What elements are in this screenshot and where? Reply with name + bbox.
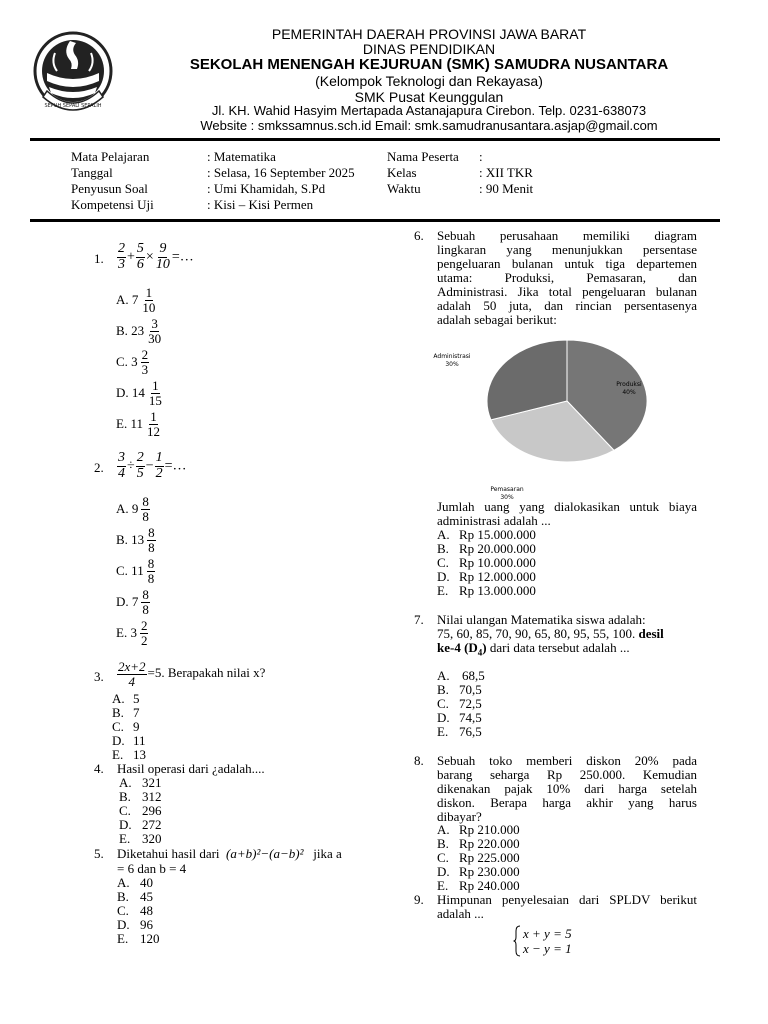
q6-number: 6. [414,228,424,243]
header-divider [30,138,720,141]
q4-option-letter[interactable]: D. [119,817,132,832]
q2-option[interactable]: E. 3 $\frac{2}{2}$ [116,618,148,648]
q2-number: 2. [94,460,104,475]
pie-value-administrasi: 30% [445,361,459,368]
q6-question: Jumlah uang yang dialokasikan untuk biaya administrasi adalah ... [437,499,697,528]
q6-option-value: Rp 15.000.000 [459,527,536,542]
q1-number: 1. [94,251,104,266]
header-line-1: PEMERINTAH DAERAH PROVINSI JAWA BARAT [271,26,587,42]
header-line-4: (Kelompok Teknologi dan Rekayasa) [315,73,543,89]
q4-option-value: 296 [142,803,162,818]
q7-text-2: 75, 60, 85, 70, 90, 65, 80, 95, 55, 100. desil [437,626,664,641]
q7-option-letter[interactable]: E. [437,724,449,739]
q5-option-letter[interactable]: B. [117,889,129,904]
q8-option-letter[interactable]: C. [437,850,449,865]
q3-option-value: 11 [133,733,146,748]
label-waktu: Waktu [387,181,421,196]
q3-number: 3. [94,669,104,684]
value-mata-pelajaran: : Matematika [207,149,276,164]
q6-option-letter[interactable]: D. [437,569,450,584]
q5-option-value: 45 [140,889,153,904]
q1-expression: $\frac{2}{3}$ + $\frac{5}{6}$ × $\frac{9}{10}$ =… [118,241,194,272]
q5-option-value: 96 [140,917,153,932]
logo-motto: SEPUH SEPALI SEPALIH [44,103,102,109]
label-kompetensi: Kompetensi Uji [71,197,154,212]
header-line-5: SMK Pusat Keunggulan [354,89,504,105]
pie-label-produksi: Produksi [616,381,642,388]
q7-number: 7. [414,612,424,627]
q5-option-value: 120 [140,931,160,946]
q7-option-value: 76,5 [459,724,482,739]
label-penyusun: Penyusun Soal [71,181,148,196]
q4-text: Hasil operasi dari ¿adalah.... [117,761,265,776]
q7-option-value: 74,5 [459,710,482,725]
value-nama-peserta: : [479,149,483,164]
q7-option-letter[interactable]: B. [437,682,449,697]
value-penyusun: : Umi Khamidah, S.Pd [207,181,326,196]
q3-option-value: 13 [133,747,146,762]
q8-option-value: Rp 230.000 [459,864,520,879]
header-address: Jl. KH. Wahid Hasyim Mertapada Astanajapura Cirebon. Telp. 0231-638073 [211,103,647,118]
q3-expression: $\frac{2x+2}{4}$ =5. Berapakah nilai x? [118,659,266,689]
q5-option-value: 48 [140,903,153,918]
pie-label-administrasi: Administrasi [433,353,471,360]
q4-number: 4. [94,761,104,776]
q6-pie-chart [428,340,698,502]
value-kompetensi: : Kisi – Kisi Permen [207,197,314,212]
header-line-2: DINAS PENDIDIKAN [362,41,496,57]
q5-number: 5. [94,846,104,861]
q3-option-value: 5 [133,691,140,706]
q5-option-value: 40 [140,875,153,890]
q6-option-value: Rp 13.000.000 [459,583,536,598]
q1-option[interactable]: E. 11 $\frac{1}{12}$ [116,409,160,439]
q7-text-3: ke-4 $(D_4)$ dari data tersebut adalah ... [437,640,630,658]
q7-option-letter[interactable]: D. [437,710,450,725]
q4-option-value: 320 [142,831,162,846]
q9-number: 9. [414,892,424,907]
q2-option[interactable]: A. 9 $\frac{8}{8}$ [116,494,149,524]
q8-option-value: Rp 225.000 [459,850,520,865]
q8-option-letter[interactable]: E. [437,878,449,893]
q4-option-value: 272 [142,817,162,832]
q9-text: Himpunan penyelesaian dari SPLDV berikut adalah ... [437,892,697,921]
q3-option-letter[interactable]: A. [112,691,125,706]
q8-option-value: Rp 210.000 [459,822,520,837]
header-school-name: SEKOLAH MENENGAH KEJURUAN (SMK) SAMUDRA NUSANTARA [189,56,669,73]
q6-option-letter[interactable]: B. [437,541,449,556]
q5-option-letter[interactable]: E. [117,931,129,946]
q1-option[interactable]: A. 7 $\frac{1}{10}$ [116,285,156,315]
value-tanggal: : Selasa, 16 September 2025 [207,165,355,180]
q2-expression: $\frac{3}{4}$ ÷ $\frac{2}{5}$ − $\frac{1}{2}$ =… [118,450,187,481]
q3-option-letter[interactable]: E. [112,747,124,762]
q3-option-letter[interactable]: C. [112,719,124,734]
value-kelas: : XII TKR [479,165,533,180]
q6-text: Sebuah perusahaan memiliki diagram lingkaran yang menunjukkan persentase pengeluaran bulanan untuk tiga departemen utama: Produksi, Pemasaran, dan Administrasi. Jika total pengeluaran bulanan adalah 50 juta, dan rincian persentasenya adalah sebagai berikut: [437,228,697,327]
q5-text: Diketahui hasil dari (a+b)²−(a−b)² jika a [117,846,342,861]
q4-option-value: 312 [142,789,162,804]
label-mata-pelajaran: Mata Pelajaran [71,149,150,164]
q1-option[interactable]: B. 23 $\frac{3}{30}$ [116,316,162,346]
q4-option-letter[interactable]: B. [119,789,131,804]
q2-option[interactable]: D. 7 $\frac{8}{8}$ [116,587,149,617]
info-divider [30,219,720,222]
q5-option-letter[interactable]: C. [117,903,129,918]
q5-expression: (a+b)²−(a−b)² [226,846,304,861]
q3-option-letter[interactable]: B. [112,705,124,720]
q6-option-value: Rp 10.000.000 [459,555,536,570]
label-nama-peserta: Nama Peserta [387,149,459,164]
q7-text-1: Nilai ulangan Matematika siswa adalah: [437,612,646,627]
q8-option-letter[interactable]: D. [437,864,450,879]
q4-option-letter[interactable]: E. [119,831,131,846]
q6-option-letter[interactable]: A. [437,527,450,542]
school-logo [33,27,113,119]
q6-option-letter[interactable]: C. [437,555,449,570]
q2-option[interactable]: B. 13 $\frac{8}{8}$ [116,525,155,555]
pie-label-pemasaran: Pemasaran [490,486,524,493]
q7-option-letter[interactable]: A. [437,668,450,683]
q8-option-letter[interactable]: A. [437,822,450,837]
q8-number: 8. [414,753,424,768]
q4-option-letter[interactable]: A. [119,775,132,790]
q8-option-value: Rp 220.000 [459,836,520,851]
q3-option-value: 9 [133,719,140,734]
q5-text-cont: = 6 dan b = 4 [117,861,187,876]
label-kelas: Kelas [387,165,417,180]
q7-option-letter[interactable]: C. [437,696,449,711]
q6-option-value: Rp 12.000.000 [459,569,536,584]
q8-text: Sebuah toko memberi diskon 20% pada barang seharga Rp 250.000. Kemudian dikenakan pajak 10% dari harga setelah diskon. Berapa harga akhir yang harus dibayar? [437,753,697,824]
q4-option-value: 321 [142,775,162,790]
q5-option-letter[interactable]: D. [117,917,130,932]
q4-option-letter[interactable]: C. [119,803,131,818]
q3-option-value: 7 [133,705,140,720]
q2-option[interactable]: C. 11 $\frac{8}{8}$ [116,556,155,586]
q5-option-letter[interactable]: A. [117,875,130,890]
q7-option-value: 72,5 [459,696,482,711]
value-waktu: : 90 Menit [479,181,534,196]
q9-equation-2: x − y = 1 [523,941,572,956]
q6-option-value: Rp 20.000.000 [459,541,536,556]
q7-option-value: 70,5 [459,682,482,697]
q6-option-letter[interactable]: E. [437,583,449,598]
pie-value-produksi: 40% [622,389,636,396]
q8-option-value: Rp 240.000 [459,878,520,893]
q1-option[interactable]: D. 14 $\frac{1}{15}$ [116,378,162,408]
q3-option-letter[interactable]: D. [112,733,125,748]
q9-equation-1: x + y = 5 [523,926,572,941]
q8-option-letter[interactable]: B. [437,836,449,851]
q7-option-value: 68,5 [462,668,485,683]
q9-system-brace [513,925,521,957]
label-tanggal: Tanggal [71,165,113,180]
header-contact: Website : smkssamnus.sch.id Email: smk.samudranusantara.asjap@gmail.com [200,118,658,133]
pie-value-pemasaran: 30% [500,494,514,501]
q1-option[interactable]: C. 3 $\frac{2}{3}$ [116,347,149,377]
